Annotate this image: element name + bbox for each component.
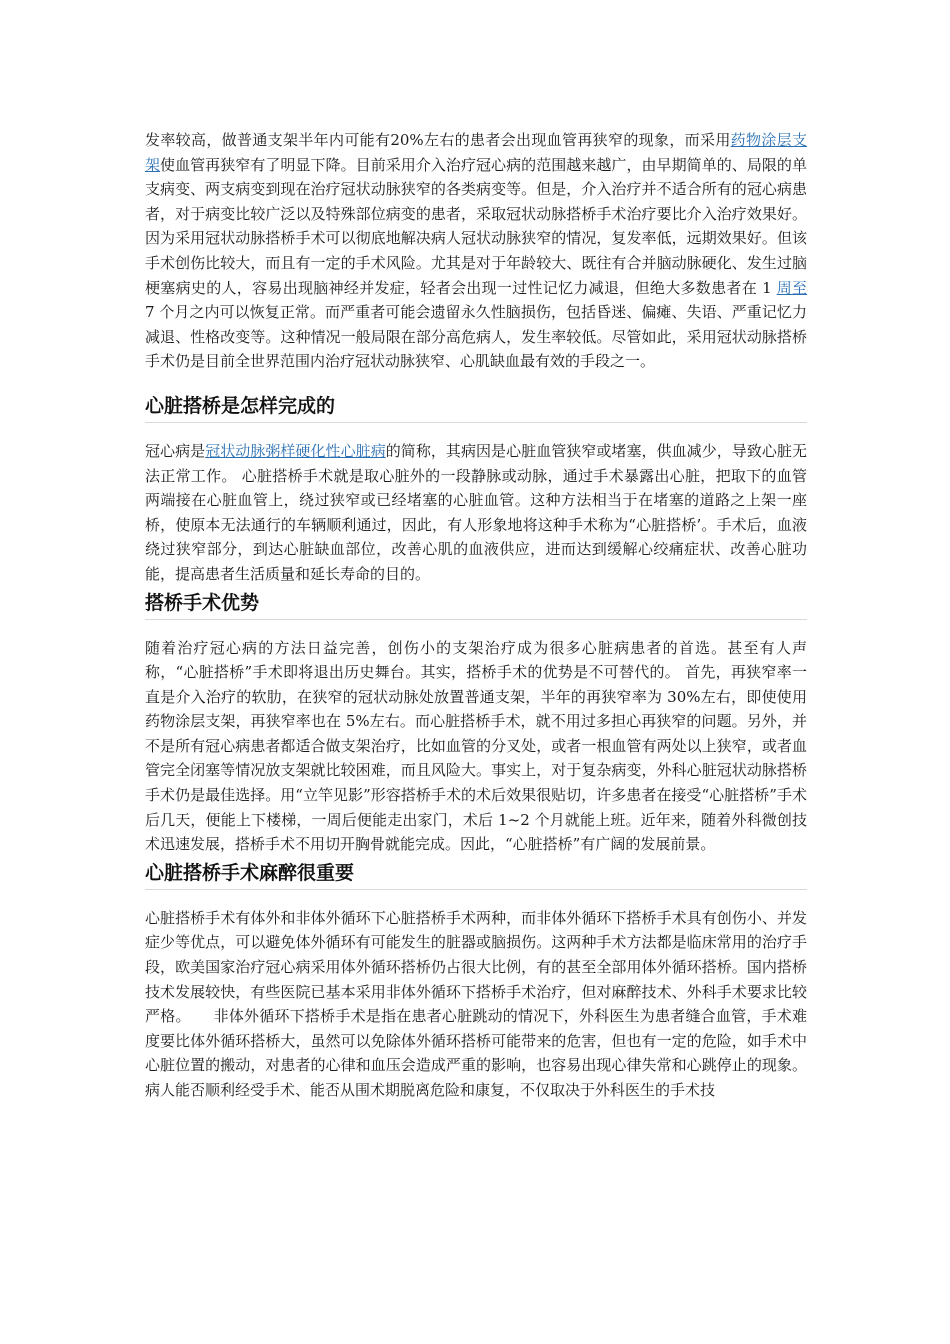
section3-paragraph: 心脏搭桥手术有体外和非体外循环下心脏搭桥手术两种，而非体外循环下搭桥手术具有创伤小、并发症少等优点，可以避免体外循环有可能发生的脏器或脑损伤。这两种手术方法都是临床常用的治疗手段，欧美国家治疗冠心病采用体外循环搭桥仍占很大比例，有的甚至全部用体外循环搭桥。国内搭桥技术发展较快，有些医院已基本采用非体外循环下搭桥手术治疗，但对麻醉技术、外科手术要求比较严格。 非体外循环下搭桥手术是指在患者心脏跳动的情况下，外科医生为患者缝合血管，手术难度要比体外循环搭桥大，虽然可以免除体外循环搭桥可能带来的危害，但也有一定的危险，如手术中心脏位置的搬动，对患者的心律和血压会造成严重的影响，也容易出现心律失常和心跳停止的现象。病人能否顺利经受手术、能否从围术期脱离危险和康复，不仅取决于外科医生的手术技 <box>145 908 807 1099</box>
intro-text-3: 7 个月之内可以恢复正常。而严重者可能会遗留永久性脑损伤，包括昏迷、偏瘫、失语、严重记忆力减退、性格改变等。这种情况一般局限在部分高危病人，发生率较低。尽管如此，采用冠状动脉搭桥手术仍是目前全世界范围内治疗冠状动脉狭窄、心肌缺血最有效的手段之一。 <box>145 303 807 371</box>
intro-text-1: 发率较高，做普通支架半年内可能有20%左右的患者会出现血管再狭窄的现象，而采用 <box>145 131 731 149</box>
section-heading-anesthesia-important: 心脏搭桥手术麻醉很重要 <box>145 859 807 890</box>
intro-text-2: 使血管再狭窄有了明显下降。目前采用介入治疗冠心病的范围越来越广，由早期简单的、局限的单支病变、两支病变到现在治疗冠状动脉狭窄的各类病变等。但是，介入治疗并不适合所有的冠心病患者，对于病变比较广泛以及特殊部位病变的患者，采取冠状动脉搭桥手术治疗要比介入治疗效果好。因为采用冠状动脉搭桥手术可以彻底地解决病人冠状动脉狭窄的情况，复发率低，远期效果好。但该手术创伤比较大，而且有一定的手术风险。尤其是对于年龄较大、既往有合并脑动脉硬化、发生过脑梗塞病史的人，容易出现脑神经并发症，轻者会出现一过性记忆力减退，但绝大多数患者在 1 <box>145 155 807 297</box>
week-to-link[interactable]: 周至 <box>776 278 807 297</box>
section1-text-1: 冠心病是 <box>145 441 206 460</box>
coronary-heart-disease-link[interactable]: 冠状动脉粥样硬化性心脏病 <box>205 441 386 460</box>
section-heading-how-bypass-done: 心脏搭桥是怎样完成的 <box>145 392 807 423</box>
section1-text-2: 的简称，其病因是心脏血管狭窄或堵塞，供血减少，导致心脏无法正常工作。 心脏搭桥手术就是取心脏外的一段静脉或动脉，通过手术暴露出心脏，把取下的血管两端接在心脏血管上，绕过狭窄或已经堵塞的心脏血管。这种方法相当于在堵塞的道路之上架一座桥，使原本无法通行的车辆顺利通过，因此，有人形象地将这种手术称为“心脏搭桥’。手术后，血液绕过狭窄部分，到达心脏缺血部位，改善心肌的血液供应，进而达到缓解心绞痛症状、改善心脏功能，提高患者生活质量和延长寿命的目的。 <box>145 441 807 583</box>
intro-paragraph <box>145 128 807 374</box>
section2-paragraph: 随着治疗冠心病的方法日益完善，创伤小的支架治疗成为很多心脏病患者的首选。甚至有人声称，“心脏搭桥”手术即将退出历史舞台。其实，搭桥手术的优势是不可替代的。 首先，再狭窄率一直是介入治疗的软肋，在狭窄的冠状动脉处放置普通支架，半年的再狭窄率为 30%左右，即使使用药物涂层支架，再狭窄率也在 5%左右。而心脏搭桥手术，就不用过多担心再狭窄的问题。另外，并不是所有冠心病患者都适合做支架治疗，比如血管的分叉处，或者一根血管有两处以上狭窄，或者血管完全闭塞等情况放支架就比较困难，而且风险大。事实上，对于复杂病变，外科心脏冠状动脉搭桥手术仍是最佳选择。用“立竿见影”形容搭桥手术的术后效果很贴切，许多患者在接受“心脏搭桥”手术后几天，便能上下楼梯，一周后便能走出家门，术后 1~2 个月就能上班。近年来，随着外科微创技术迅速发展，搭桥手术不用切开胸骨就能完成。因此，“心脏搭桥”有广阔的发展前景。 <box>145 638 807 854</box>
article-body <box>145 128 807 1103</box>
drug-coated-stent-link[interactable]: 药物涂层支架 <box>145 131 807 174</box>
section-heading-bypass-advantages: 搭桥手术优势 <box>145 589 807 620</box>
section1-paragraph <box>145 439 807 587</box>
